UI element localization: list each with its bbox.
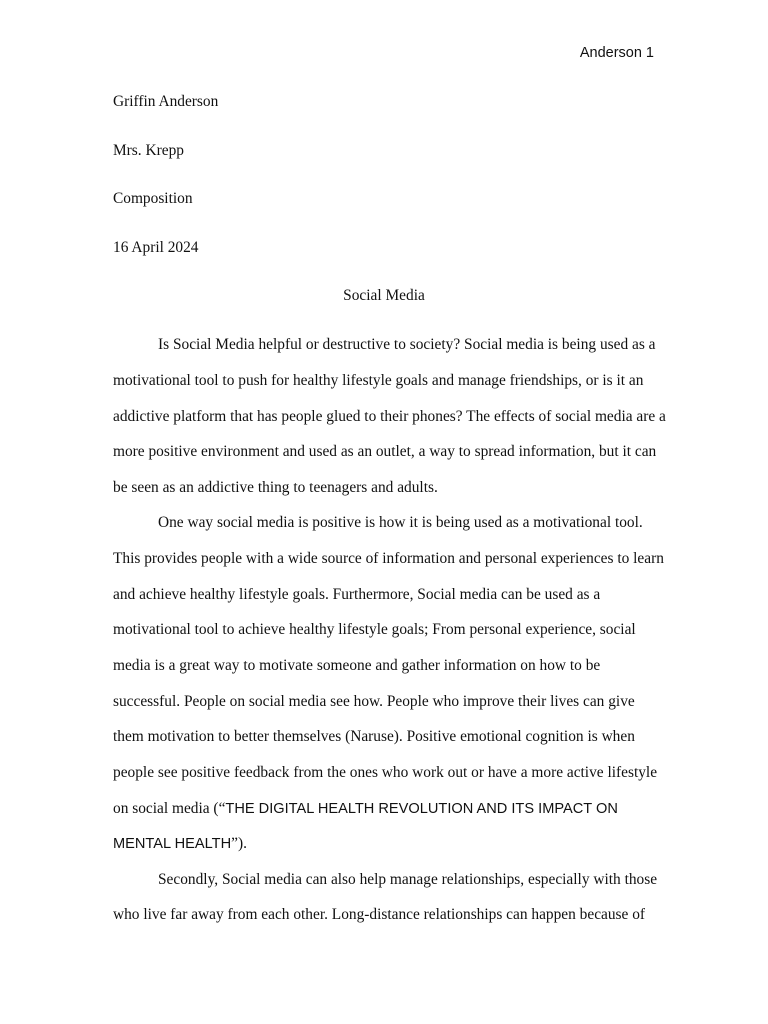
- essay-date: 16 April 2024: [113, 239, 199, 256]
- body-line: This provides people with a wide source of information and personal experiences to learn: [113, 550, 664, 567]
- body-text: on social media (“: [113, 800, 226, 817]
- body-line: them motivation to better themselves (Naruse). Positive emotional cognition is when: [113, 728, 635, 745]
- body-line: Is Social Media helpful or destructive to society? Social media is being used as a: [158, 336, 656, 353]
- body-line: [113, 800, 618, 818]
- cited-source-title: THE DIGITAL HEALTH REVOLUTION AND ITS IMPACT ON: [225, 801, 618, 817]
- body-line: Secondly, Social media can also help manage relationships, especially with those: [158, 871, 658, 888]
- teacher-name: Mrs. Krepp: [113, 142, 184, 159]
- body-line: [113, 835, 247, 853]
- body-line: successful. People on social media see how. People who improve their lives can give: [113, 693, 635, 710]
- author-name: Griffin Anderson: [113, 93, 219, 110]
- body-line: One way social media is positive is how it is being used as a motivational tool.: [158, 514, 643, 531]
- body-line: addictive platform that has people glued to their phones? The effects of social media are a: [113, 408, 666, 425]
- running-header: Anderson 1: [579, 45, 654, 61]
- body-text: ”).: [231, 835, 247, 852]
- course-name: Composition: [113, 190, 193, 207]
- body-line: be seen as an addictive thing to teenagers and adults.: [113, 479, 438, 496]
- body-line: more positive environment and used as an outlet, a way to spread information, but it can: [113, 443, 657, 460]
- body-line: motivational tool to achieve healthy lifestyle goals; From personal experience, social: [113, 621, 636, 638]
- cited-source-title: MENTAL HEALTH: [113, 836, 232, 852]
- body-line: who live far away from each other. Long-distance relationships can happen because of: [113, 906, 646, 923]
- body-line: media is a great way to motivate someone and gather information on how to be: [113, 657, 601, 674]
- body-line: motivational tool to push for healthy lifestyle goals and manage friendships, or is it an: [113, 372, 644, 389]
- essay-title: Social Media: [343, 287, 425, 304]
- body-line: people see positive feedback from the ones who work out or have a more active lifestyle: [113, 764, 658, 781]
- body-line: and achieve healthy lifestyle goals. Furthermore, Social media can be used as a: [113, 586, 601, 603]
